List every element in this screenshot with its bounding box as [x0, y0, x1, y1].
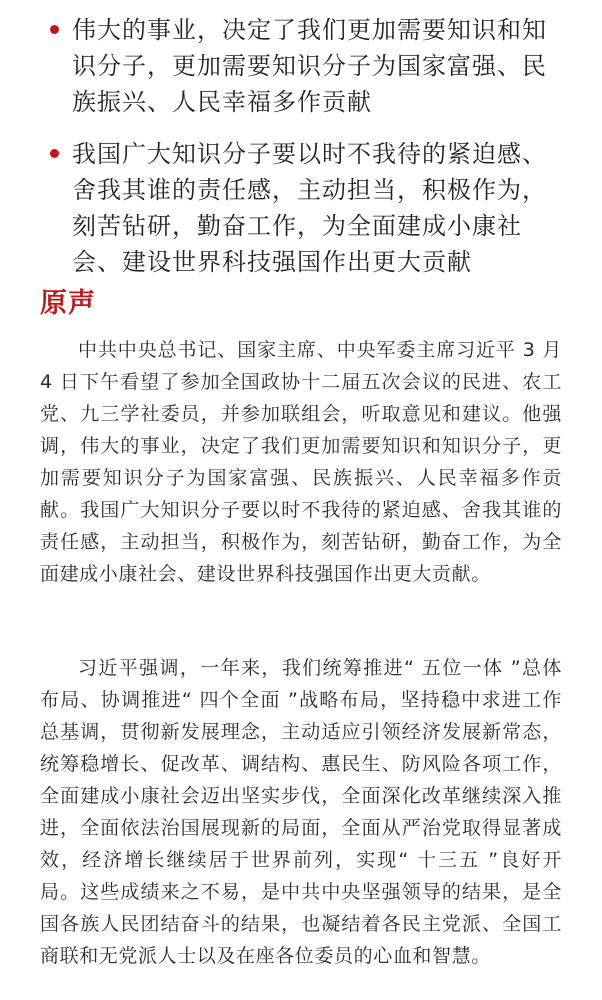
- key-point-item: [0, 12, 602, 120]
- bullet-dot-icon: [50, 25, 59, 34]
- key-point-text: 伟大的事业，决定了我们更加需要知识和知识分子，更加需要知识分子为国家富强、民族振兴、人民幸福多作贡献: [72, 16, 547, 116]
- bullet-dot-icon: [50, 149, 59, 158]
- body-paragraph: 中共中央总书记、国家主席、中央军委主席习近平 3 月 4 日下午看望了参加全国政协十二届五次会议的民进、农工党、九三学社委员，并参加联组会，听取意见和建议。他强调，伟大的事业，决定了我们更加需要知识和知识分子，更加需要知识分子为国家富强、民族振兴、人民幸福多作贡献。我国广大知识分子要以时不我待的紧迫感、舍我其谁的责任感，主动担当，积极作为，刻苦钻研，勤奋工作，为全面建成小康社会、建设世界科技强国作出更大贡献。: [40, 339, 562, 585]
- key-points-list: [0, 12, 602, 296]
- section-title: 原声: [40, 288, 96, 319]
- key-point-text: 我国广大知识分子要以时不我待的紧迫感、舍我其谁的责任感，主动担当，积极作为，刻苦钻研，勤奋工作，为全面建成小康社会、建设世界科技强国作出更大贡献: [72, 140, 547, 276]
- body-paragraph: 习近平强调，一年来，我们统筹推进“ 五位一体 ”总体布局、协调推进“ 四个全面 ”战略布局，坚持稳中求进工作总基调，贯彻新发展理念，主动适应引领经济发展新常态，统筹稳增长、促改革、调结构、惠民生、防风险各项工作，全面建成小康社会迈出坚实步伐，全面深化改革继续深入推进，全面依法治国展现新的局面，全面从严治党取得显著成效，经济增长继续居于世界前列，实现“ 十三五 ”良好开局。这些成绩来之不易，是中共中央坚强领导的结果，是全国各族人民团结奋斗的结果，也凝结着各民主党派、全国工商联和无党派人士以及在座各位委员的心血和智慧。: [40, 657, 562, 967]
- key-point-item: [0, 136, 602, 280]
